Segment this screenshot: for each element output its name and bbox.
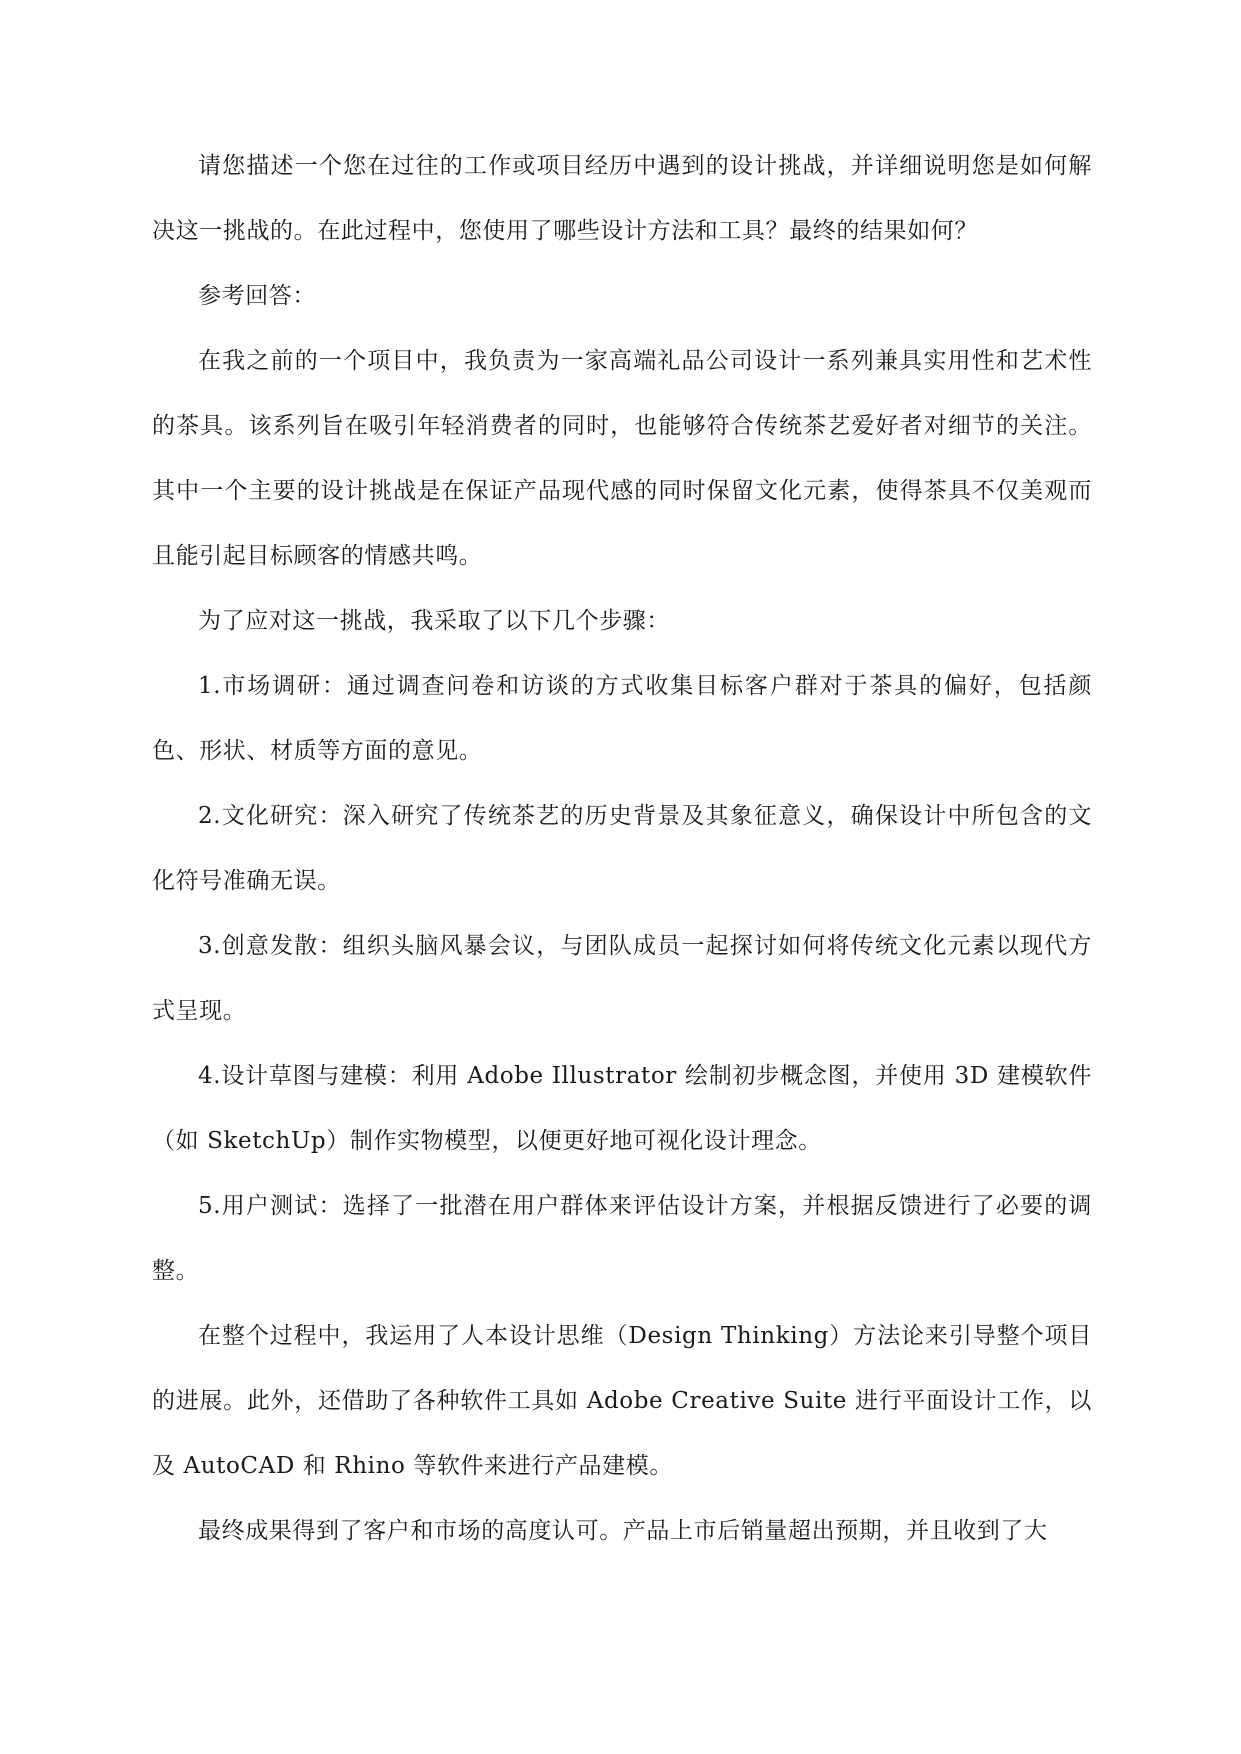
methods-tools-paragraph: 在整个过程中，我运用了人本设计思维（Design Thinking）方法论来引导整个项目的进展。此外，还借助了各种软件工具如 Adobe Creative Suite 进行平面设计工作，以及 AutoCAD 和 Rhino 等软件来进行产品建模。 [152,1323,1092,1479]
answer-heading: 参考回答： [198,283,316,309]
step-cultural-research: 2.文化研究：深入研究了传统茶艺的历史背景及其象征意义，确保设计中所包含的文化符号准确无误。 [152,803,1092,894]
question-paragraph: 请您描述一个您在过往的工作或项目经历中遇到的设计挑战，并详细说明您是如何解决这一挑战的。在此过程中，您使用了哪些设计方法和工具？最终的结果如何？ [152,153,1092,244]
steps-intro-paragraph: 为了应对这一挑战，我采取了以下几个步骤： [198,608,670,634]
step-sketching-modeling: 4.设计草图与建模：利用 Adobe Illustrator 绘制初步概念图，并使用 3D 建模软件（如 SketchUp）制作实物模型，以便更好地可视化设计理念。 [152,1063,1092,1154]
document-body [152,134,1092,1564]
project-background-paragraph: 在我之前的一个项目中，我负责为一家高端礼品公司设计一系列兼具实用性和艺术性的茶具。该系列旨在吸引年轻消费者的同时，也能够符合传统茶艺爱好者对细节的关注。其中一个主要的设计挑战是在保证产品现代感的同时保留文化元素，使得茶具不仅美观而且能引起目标顾客的情感共鸣。 [152,348,1092,569]
step-market-research: 1.市场调研：通过调查问卷和访谈的方式收集目标客户群对于茶具的偏好，包括颜色、形状、材质等方面的意见。 [152,673,1092,764]
result-paragraph: 最终成果得到了客户和市场的高度认可。产品上市后销量超出预期，并且收到了大 [198,1518,1048,1544]
step-user-testing: 5.用户测试：选择了一批潜在用户群体来评估设计方案，并根据反馈进行了必要的调整。 [152,1193,1092,1284]
step-brainstorming: 3.创意发散：组织头脑风暴会议，与团队成员一起探讨如何将传统文化元素以现代方式呈现。 [152,933,1092,1024]
